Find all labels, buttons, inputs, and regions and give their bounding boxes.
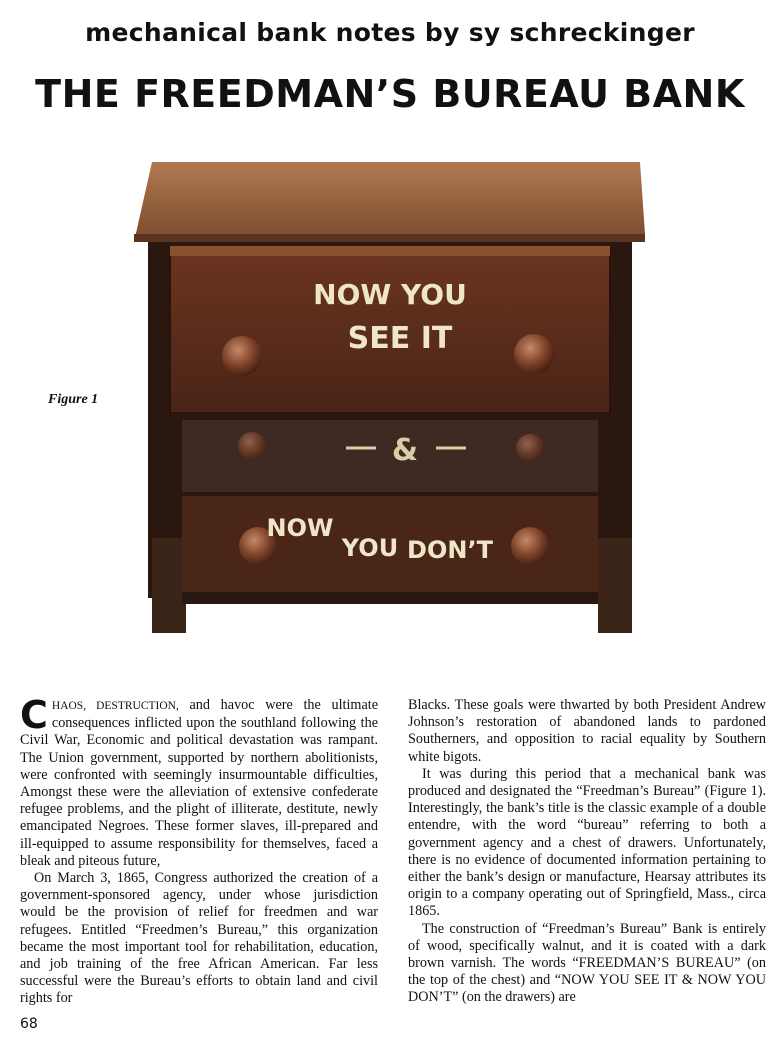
drop-cap: C	[20, 693, 48, 737]
right-leg	[598, 538, 632, 633]
drawer-text: &	[391, 433, 419, 468]
knob	[222, 336, 262, 376]
paragraph: Blacks. These goals were thwarted by both President Andrew Johnson’s restoration of abandoned lands to pardoned Southerners, and opposition to racial equality by Southern white bigots.	[408, 697, 766, 765]
left-leg	[152, 538, 186, 633]
series-title: mechanical bank notes by sy schreckinger	[85, 18, 695, 47]
drawer-text: NOW YOU	[313, 278, 467, 311]
knob	[514, 334, 554, 374]
chest-top	[134, 162, 645, 242]
paragraph: On March 3, 1865, Congress authorized the creation of a government-sponsored agency, under whose jurisdiction would be the provision of relief for freedmen and war refugees. Entitled “Freedmen’s Bureau,” this organization became the most important tool for rehabilitation, education, and job training of the free African American. Far less successful were the Bureau’s efforts to obtain land and civil rights for	[20, 870, 378, 1007]
paragraph: It was during this period that a mechanical bank was produced and designated the “Freedman’s Bureau” (Figure 1). Interestingly, the bank’s title is the classic example of a double entendre, with the word “bureau” referring to both a government agency and a chest of drawers. Unfortunately, there is no evidence of documented information pertaining to either the bank’s design or manufacture, Hearsay attributes its origin to a company operating out of Springfield, Mass., circa 1865.	[408, 765, 766, 920]
paragraph: The construction of “Freedman’s Bureau” Bank is entirely of wood, specifically walnut, and it is coated with a dark brown varnish. The words “FREEDMAN’S BUREAU” (on the top of the chest) and “NOW YOU SEE IT & NOW YOU DON’T” (on the drawers) are	[408, 920, 766, 1006]
paragraph: and havoc were the ultimate consequences inflicted upon the southland following the Civil War, Economic and political devastation was rampant. The Union government, supported by northern abolitionists, were confronted with seemingly insurmountable difficulties, Amongst these were the alleviation of extensive confederate refugee problems, and the plight of illiterate, destitute, newly emancipated Negroes. These former slaves, ill-prepared and ill-equipped to assume responsibility for themselves, faced a bleak and piteous future,	[20, 697, 379, 869]
drawer-text: YOU	[341, 534, 399, 562]
knob	[511, 527, 549, 565]
drawer-text: SEE IT	[347, 321, 453, 356]
article-column-left	[20, 693, 379, 1008]
drawer-text: DON’T	[407, 536, 493, 564]
knob	[238, 432, 266, 460]
drawer-text: NOW	[266, 514, 334, 542]
page-number: 68	[20, 1016, 38, 1032]
figure-caption: Figure 1	[48, 392, 99, 407]
knob	[516, 434, 544, 462]
opening-smallcaps: HAOS, DESTRUCTION,	[51, 700, 179, 712]
page-title: THE FREEDMAN’S BUREAU BANK	[35, 72, 745, 116]
bank-photo	[130, 158, 650, 636]
article-column-right	[408, 697, 766, 1007]
